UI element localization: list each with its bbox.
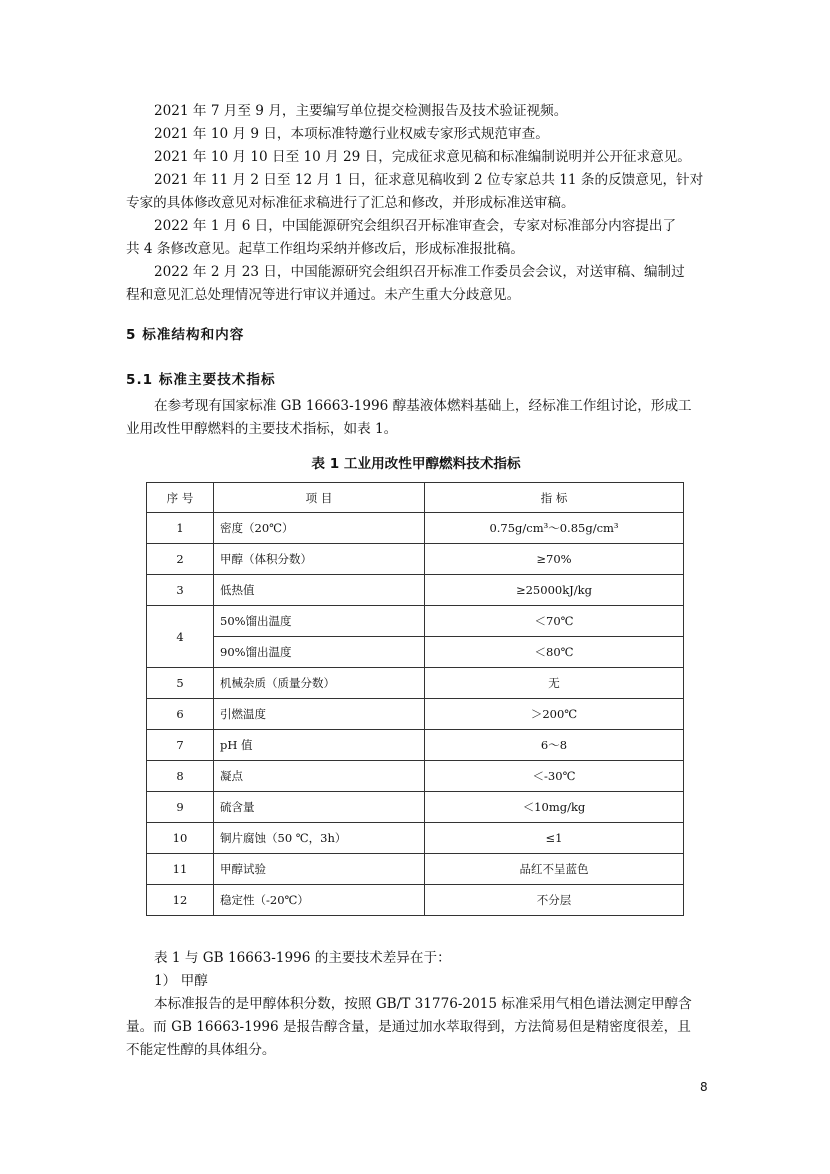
cell-no: 9 xyxy=(147,792,214,823)
text-line: 共 4 条修改意见。起草工作组均采纳并修改后，形成标准报批稿。 xyxy=(126,241,524,257)
paragraph-2021-oct-9 xyxy=(126,123,706,146)
cell-item: 甲醇（体积分数） xyxy=(214,544,425,575)
cell-item: 硫含量 xyxy=(214,792,425,823)
cell-no: 7 xyxy=(147,730,214,761)
table-row xyxy=(147,823,684,854)
text-line: 在参考现有国家标准 GB 16663-1996 醇基液体燃料基础上，经标准工作组讨论，形成工 xyxy=(154,398,692,414)
cell-item: 凝点 xyxy=(214,761,425,792)
cell-item: 低热值 xyxy=(214,575,425,606)
text-line: 2021 年 7 月至 9 月，主要编写单位提交检测报告及技术验证视频。 xyxy=(154,103,568,119)
list-item-methanol: 1） 甲醇 xyxy=(154,973,208,989)
cell-no: 4 xyxy=(147,606,214,668)
paragraph-section-5-1 xyxy=(126,395,706,441)
cell-indicator: 6～8 xyxy=(425,730,684,761)
cell-no: 8 xyxy=(147,761,214,792)
header-indicator: 指 标 xyxy=(425,483,684,513)
text-line: 本标准报告的是甲醇体积分数，按照 GB/T 31776-2015 标准采用气相色谱法测定甲醇含 xyxy=(154,996,692,1012)
paragraph-2021-jul xyxy=(126,100,706,123)
table-row xyxy=(147,730,684,761)
cell-indicator: ≥25000kJ/kg xyxy=(425,575,684,606)
cell-indicator: 无 xyxy=(425,668,684,699)
cell-indicator: ＜10mg/kg xyxy=(425,792,684,823)
cell-item: 稳定性（-20℃） xyxy=(214,885,425,916)
text-line: 不能定性醇的具体组分。 xyxy=(126,1042,276,1058)
cell-item: pH 值 xyxy=(214,730,425,761)
table-diff-intro: 表 1 与 GB 16663-1996 的主要技术差异在于： xyxy=(154,950,451,966)
text-line: 2022 年 2 月 23 日，中国能源研究会组织召开标准工作委员会会议，对送审稿、编制过 xyxy=(154,264,685,280)
table-row xyxy=(147,792,684,823)
cell-indicator: 不分层 xyxy=(425,885,684,916)
table-header-row xyxy=(147,483,684,513)
cell-indicator: ≤1 xyxy=(425,823,684,854)
cell-no: 12 xyxy=(147,885,214,916)
cell-indicator: ＜-30℃ xyxy=(425,761,684,792)
text-line: 量。而 GB 16663-1996 是报告醇含量，是通过加水萃取得到，方法简易但是精密度很差，且 xyxy=(126,1019,691,1035)
text-line: 2021 年 10 月 9 日，本项标准特邀行业权威专家形式规范审查。 xyxy=(154,126,549,142)
text-line: 2021 年 11 月 2 日至 12 月 1 日，征求意见稿收到 2 位专家总共 11 条的反馈意见，针对 xyxy=(154,172,704,188)
page-number: 8 xyxy=(700,1080,708,1094)
paragraph-2022-feb xyxy=(126,261,706,307)
cell-item: 引燃温度 xyxy=(214,699,425,730)
section-5-1-heading: 5.1 标准主要技术指标 xyxy=(126,372,276,388)
paragraph-2022-jan xyxy=(126,215,706,261)
cell-item: 90%馏出温度 xyxy=(214,637,425,668)
table-caption: 表 1 工业用改性甲醇燃料技术指标 xyxy=(311,456,521,472)
cell-item: 机械杂质（质量分数） xyxy=(214,668,425,699)
cell-no: 10 xyxy=(147,823,214,854)
cell-item: 甲醇试验 xyxy=(214,854,425,885)
cell-no: 11 xyxy=(147,854,214,885)
table-row xyxy=(147,575,684,606)
paragraph-2021-oct-10 xyxy=(126,146,706,169)
cell-item: 50%馏出温度 xyxy=(214,606,425,637)
table-row xyxy=(147,637,684,668)
cell-indicator: ＜70℃ xyxy=(425,606,684,637)
table-row xyxy=(147,761,684,792)
spec-table xyxy=(146,482,684,916)
cell-item: 密度（20℃） xyxy=(214,513,425,544)
cell-no: 3 xyxy=(147,575,214,606)
cell-indicator: ≥70% xyxy=(425,544,684,575)
table-row xyxy=(147,544,684,575)
cell-indicator: ＜80℃ xyxy=(425,637,684,668)
table-row xyxy=(147,668,684,699)
table-row xyxy=(147,699,684,730)
cell-no: 1 xyxy=(147,513,214,544)
header-no: 序 号 xyxy=(147,483,214,513)
text-line: 程和意见汇总处理情况等进行审议并通过。未产生重大分歧意见。 xyxy=(126,287,521,303)
cell-no: 2 xyxy=(147,544,214,575)
paragraph-2021-nov xyxy=(126,169,706,215)
text-line: 业用改性甲醇燃料的主要技术指标，如表 1。 xyxy=(126,421,398,437)
section-5-heading: 5 标准结构和内容 xyxy=(126,327,245,343)
cell-no: 5 xyxy=(147,668,214,699)
cell-item: 铜片腐蚀（50 ℃，3h） xyxy=(214,823,425,854)
cell-indicator: 品红不呈蓝色 xyxy=(425,854,684,885)
header-item: 项 目 xyxy=(214,483,425,513)
text-line: 2022 年 1 月 6 日，中国能源研究会组织召开标准审查会，专家对标准部分内容提出了 xyxy=(154,218,677,234)
table-row xyxy=(147,854,684,885)
paragraph-methanol-diff xyxy=(126,993,706,1062)
cell-no: 6 xyxy=(147,699,214,730)
table-row xyxy=(147,513,684,544)
cell-indicator: 0.75g/cm³～0.85g/cm³ xyxy=(425,513,684,544)
text-line: 2021 年 10 月 10 日至 10 月 29 日，完成征求意见稿和标准编制说明并公开征求意见。 xyxy=(154,149,691,165)
cell-indicator: ＞200℃ xyxy=(425,699,684,730)
table-row xyxy=(147,606,684,637)
table-row xyxy=(147,885,684,916)
text-line: 专家的具体修改意见对标准征求稿进行了汇总和修改，并形成标准送审稿。 xyxy=(126,195,575,211)
